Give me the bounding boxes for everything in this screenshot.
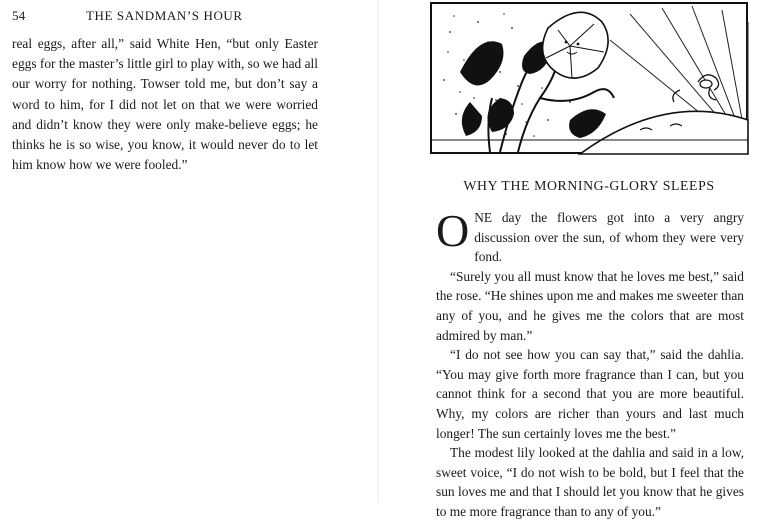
- paragraph-dahlia: “I do not see how you can say that,” said the dahlia. “You may give forth more fragrance than I can, but you cannot think for a second that you are more beautiful. Why, my colors are richer than yours and last much longer! The sun certainly loves me the best.”: [436, 347, 744, 441]
- morning-glory-illustration: [430, 2, 748, 154]
- left-page: [0, 0, 378, 503]
- paragraph-rose: “Surely you all must know that he loves me best,” said the rose. “He shines upon me and makes me sweeter than any of you, and he gives me the colors that are most admired by man.”: [436, 268, 744, 343]
- left-page-text: [12, 34, 318, 175]
- opening-text: NE day the flowers got into a very angry discussion over the sun, of whom they were very fond.: [474, 210, 744, 265]
- running-title: THE SANDMAN’S HOUR: [86, 8, 243, 23]
- right-page-text: [436, 205, 744, 522]
- chapter-title: WHY THE MORNING-GLORY SLEEPS: [463, 178, 715, 193]
- opening-paragraph: [436, 205, 744, 267]
- drop-cap: O: [436, 205, 470, 256]
- paragraph-lily: The modest lily looked at the dahlia and said in a low, sweet voice, “I do not wish to be bold, but I feel that the sun loves me and that I should let you know that he gives to me more fragrance than to any of you.”: [436, 445, 744, 519]
- right-page: [379, 0, 758, 519]
- page-number: 54: [12, 8, 26, 23]
- left-paragraph: real eggs, after all,” said White Hen, “but only Easter eggs for the master’s little girl to play with, so we had all our worry for nothing. Towser told me, but don’t say a word to him, for I did not let on that we were worried and didn’t know they were only make-believe eggs; he thinks he is so wise, you know, it would never do to let him know how we were fooled.”: [12, 36, 318, 173]
